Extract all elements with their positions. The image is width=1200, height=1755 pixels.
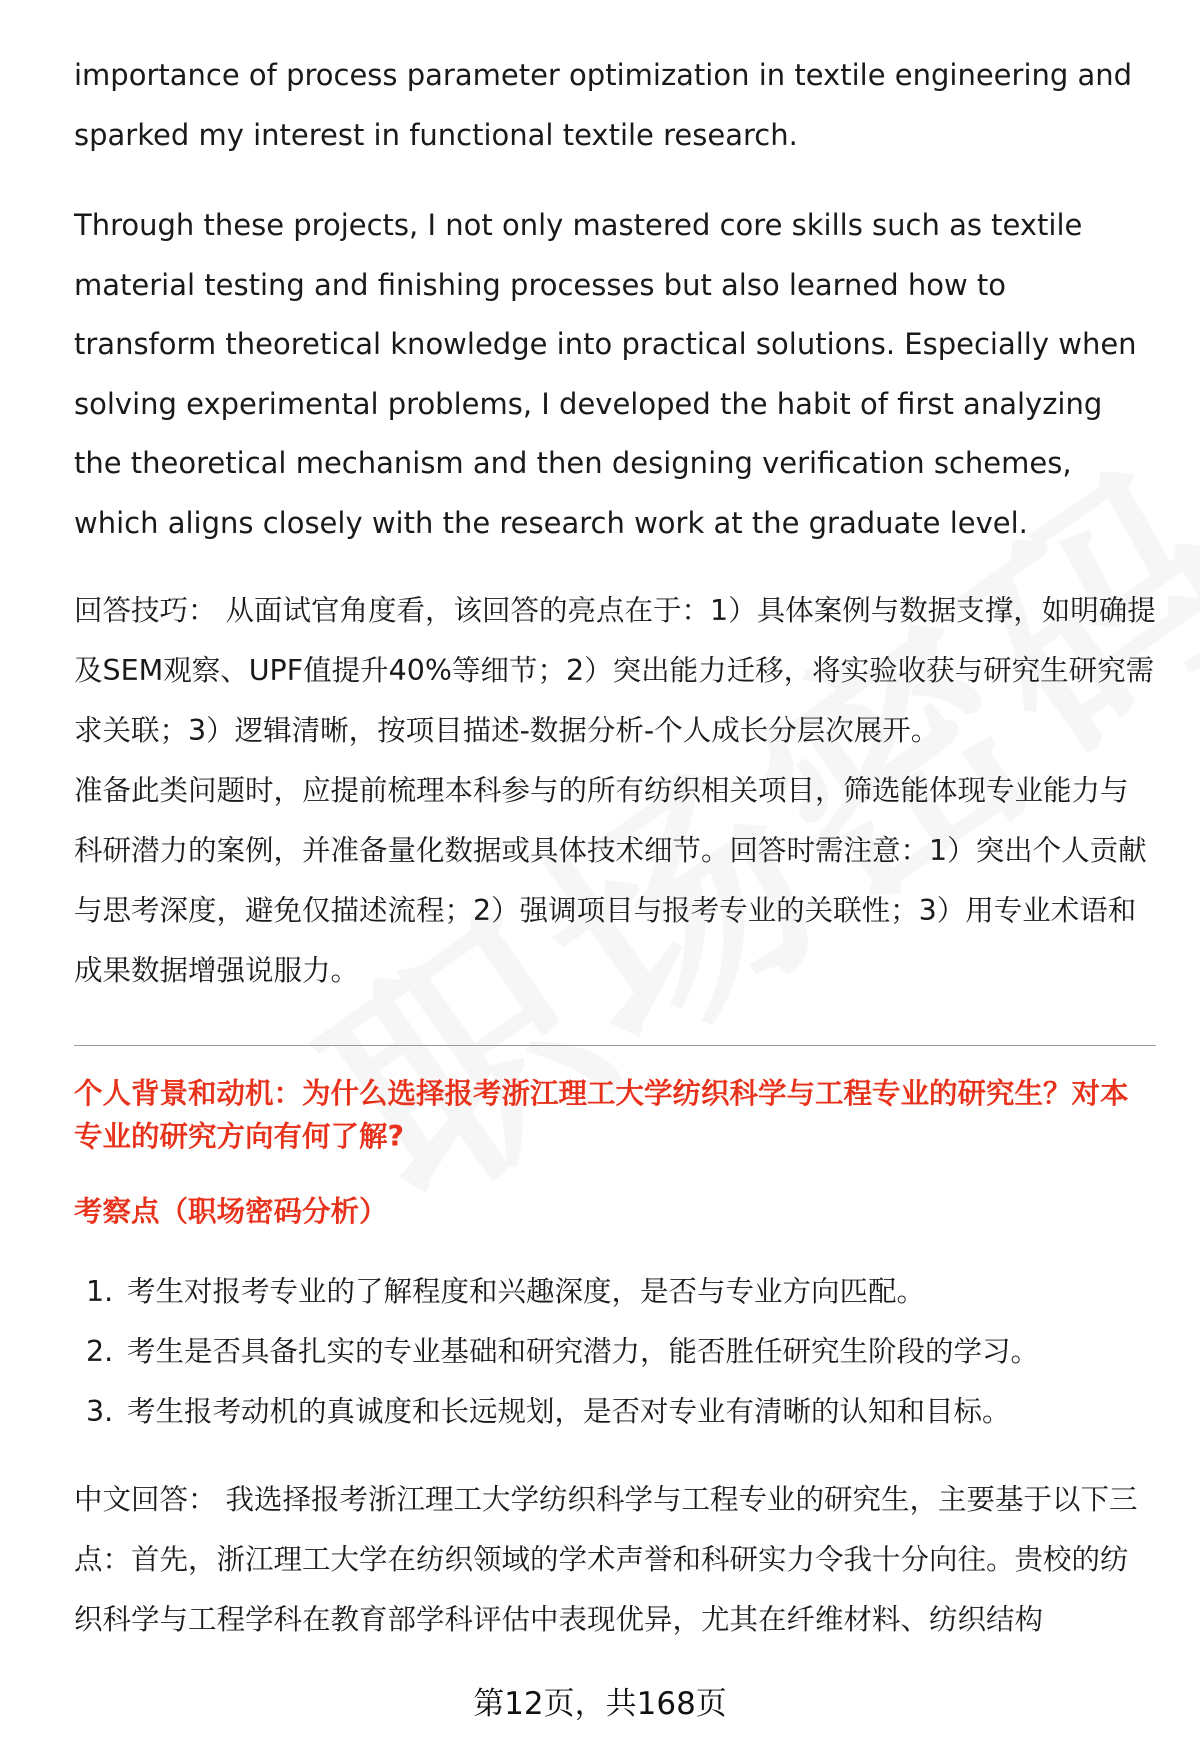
list-item-number: 1.	[86, 1275, 114, 1308]
list-item-text: 考生是否具备扎实的专业基础和研究潜力，能否胜任研究生阶段的学习。	[127, 1335, 1040, 1368]
list-item	[74, 1262, 1156, 1322]
section-divider	[74, 1045, 1156, 1046]
list-item-number: 2.	[86, 1335, 114, 1368]
chinese-answer-paragraph: 中文回答： 我选择报考浙江理工大学纺织科学与工程专业的研究生，主要基于以下三点：首先，浙江理工大学在纺织领域的学术声誉和科研实力令我十分向往。贵校的纺织科学与工程学科在教育部学科评估中表现优异，尤其在纤维材料、纺织结构	[74, 1483, 1138, 1636]
page-number: 第12页，共168页	[473, 1686, 727, 1722]
assessment-points-heading: 考察点（职场密码分析）	[74, 1195, 388, 1228]
body-paragraph-1: importance of process parameter optimization in textile engineering and sparked my interest in functional textile research.	[74, 58, 1133, 152]
list-item-text: 考生报考动机的真诚度和长远规划，是否对专业有清晰的认知和目标。	[127, 1395, 1011, 1428]
assessment-points-list	[74, 1262, 1156, 1442]
list-item	[74, 1382, 1156, 1442]
document-page	[74, 46, 1156, 1650]
answer-tips-paragraph: 回答技巧： 从面试官角度看，该回答的亮点在于：1）具体案例与数据支撑，如明确提及SEM观察、UPF值提升40%等细节；2）突出能力迁移，将实验收获与研究生研究需求关联；3）逻辑清晰，按项目描述-数据分析-个人成长分层次展开。	[74, 594, 1156, 747]
preparation-advice-paragraph: 准备此类问题时，应提前梳理本科参与的所有纺织相关项目，筛选能体现专业能力与科研潜力的案例，并准备量化数据或具体技术细节。回答时需注意：1）突出个人贡献与思考深度，避免仅描述流程；2）强调项目与报考专业的关联性；3）用专业术语和成果数据增强说服力。	[74, 774, 1147, 987]
body-paragraph-2: Through these projects, I not only mastered core skills such as textile material testing and finishing processes but also learned how to transform theoretical knowledge into practical solutions. Especially when solving experimental problems, I developed the habit of first analyzing the theoretical mechanism and then designing verification schemes, which aligns closely with the research work at the graduate level.	[74, 208, 1137, 540]
list-item-text: 考生对报考专业的了解程度和兴趣深度，是否与专业方向匹配。	[127, 1275, 926, 1308]
list-item	[74, 1322, 1156, 1382]
question-title: 个人背景和动机：为什么选择报考浙江理工大学纺织科学与工程专业的研究生？对本专业的研究方向有何了解?	[74, 1077, 1129, 1153]
list-item-number: 3.	[86, 1395, 114, 1428]
